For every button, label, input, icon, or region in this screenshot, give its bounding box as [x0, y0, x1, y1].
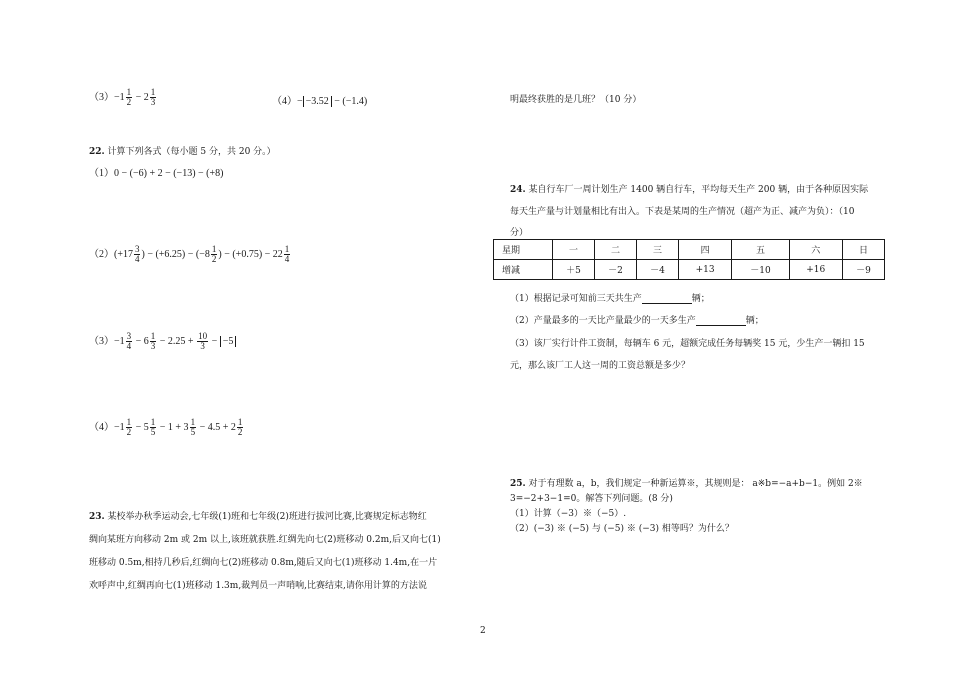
fraction: $\frac{1}{3}$: [150, 87, 156, 108]
table-cell: 五: [732, 240, 789, 260]
fraction: $\frac{3}{4}$: [126, 331, 132, 352]
question-23-line-1: 23. 某校举办秋季运动会,七年级(1)班和七年级(2)班进行拔河比赛,比赛规定标志物红: [89, 512, 427, 522]
production-table: [493, 239, 885, 280]
table-header-cell: 星期: [494, 240, 553, 260]
question-23-line-3: 班移动 0.5m,相持几秒后,红绸向七(2)班移动 0.8m,随后又向七(1)班移动 1.4m,在一片: [89, 558, 438, 568]
table-cell: －10: [732, 260, 789, 280]
question-25-line-2: 3=−2+3−1=0。解答下列问题。(8 分): [510, 494, 673, 504]
question-25-line-1: 25. 对于有理数 a，b，我们规定一种新运算※，其规则是： a※b=−a+b−1。例如 2※: [510, 479, 863, 489]
fraction: $\frac{1}{3}$: [150, 331, 156, 352]
problem-22-2: （2）(+17 $\frac{3}{4}$ ) − (+6.25) − (−8 $\frac{1}{2}$ ) − (+0.75) − 22 $\frac{1}{4}$: [89, 244, 290, 265]
question-24-sub-2: （2）产量最多的一天比产量最少的一天多生产 辆；: [510, 316, 764, 326]
question-23-continuation: 明最终获胜的是几班？（10 分）: [510, 95, 642, 105]
fraction: $\frac{3}{4}$: [134, 244, 140, 265]
table-cell: 四: [678, 240, 731, 260]
table-cell: －4: [636, 260, 678, 280]
table-cell: 二: [594, 240, 636, 260]
problem-21-3: （3）−1 $\frac{1}{2}$ − 2 $\frac{1}{3}$: [89, 87, 156, 108]
fraction: $\frac{10}{3}$: [198, 331, 208, 352]
fraction: $\frac{1}{2}$: [211, 244, 217, 265]
problem-22-3: （3）−1 $\frac{3}{4}$ − 6 $\frac{1}{3}$ − 2.25 + $\frac{10}{3}$ − −5: [89, 332, 236, 351]
table-cell: 日: [842, 240, 884, 260]
question-24-line-2: 每天生产量与计划量相比有出入。下表是某周的生产情况（超产为正、减产为负）：（10: [510, 207, 855, 217]
table-cell: +16: [789, 260, 842, 280]
fraction: $\frac{1}{5}$: [190, 417, 196, 438]
question-23-line-4: 欢呼声中,红绸再向七(1)班移动 1.3m,裁判员一声哨响,比赛结束,请你用计算的方法说: [89, 581, 427, 591]
fraction: $\frac{1}{2}$: [126, 417, 132, 438]
table-header-cell: 增减: [494, 260, 553, 280]
table-cell: ＋5: [553, 260, 595, 280]
fraction: $\frac{1}{4}$: [284, 244, 290, 265]
answer-blank[interactable]: [696, 325, 746, 326]
table-cell: 三: [636, 240, 678, 260]
question-23-line-2: 绸向某班方向移动 2m 或 2m 以上,该班就获胜.红绸先向七(2)班移动 0.2m,后又向七(1): [89, 535, 441, 545]
question-22-title: 22. 计算下列各式（每小题 5 分，共 20 分。）: [89, 147, 276, 157]
page-number: 2: [480, 626, 486, 636]
absolute-value: −3.52: [303, 96, 332, 107]
question-25-sub-2: （2）(−3) ※ (−5) 与 (−5) ※ (−3) 相等吗？为什么？: [510, 524, 734, 534]
table-row: [494, 260, 885, 280]
fraction: $\frac{1}{2}$: [237, 417, 243, 438]
table-cell: －9: [842, 260, 884, 280]
problem-22-1: （1）0 − (−6) + 2 − (−13) − (+8): [89, 168, 224, 179]
table-cell: +13: [678, 260, 731, 280]
answer-blank[interactable]: [642, 303, 692, 304]
question-24-line-1: 24. 某自行车厂一周计划生产 1400 辆自行车，平均每天生产 200 辆，由于各种原因实际: [510, 185, 869, 195]
question-24-line-3: 分）: [510, 228, 529, 238]
question-25-sub-1: （1）计算（−3）※（−5）.: [510, 509, 627, 519]
question-24-sub-3-line-1: （3）该厂实行计件工资制，每辆车 6 元，超额完成任务每辆奖 15 元，少生产一辆扣 15: [510, 339, 865, 349]
table-cell: 六: [789, 240, 842, 260]
table-cell: －2: [594, 260, 636, 280]
problem-22-4: （4）−1 $\frac{1}{2}$ − 5 $\frac{1}{5}$ − 1 + 3 $\frac{1}{5}$ − 4.5 + 2 $\frac{1}{2}$: [89, 417, 243, 438]
table-row: [494, 240, 885, 260]
fraction: $\frac{1}{2}$: [126, 87, 132, 108]
problem-21-4: （4）− −3.52 − (−1.4): [272, 96, 368, 107]
table-cell: 一: [553, 240, 595, 260]
question-24-sub-3-line-2: 元，那么该厂工人这一周的工资总额是多少？: [510, 361, 691, 371]
question-24-sub-1: （1）根据记录可知前三天共生产 辆；: [510, 294, 710, 304]
fraction: $\frac{1}{5}$: [150, 417, 156, 438]
absolute-value: −5: [220, 336, 237, 347]
